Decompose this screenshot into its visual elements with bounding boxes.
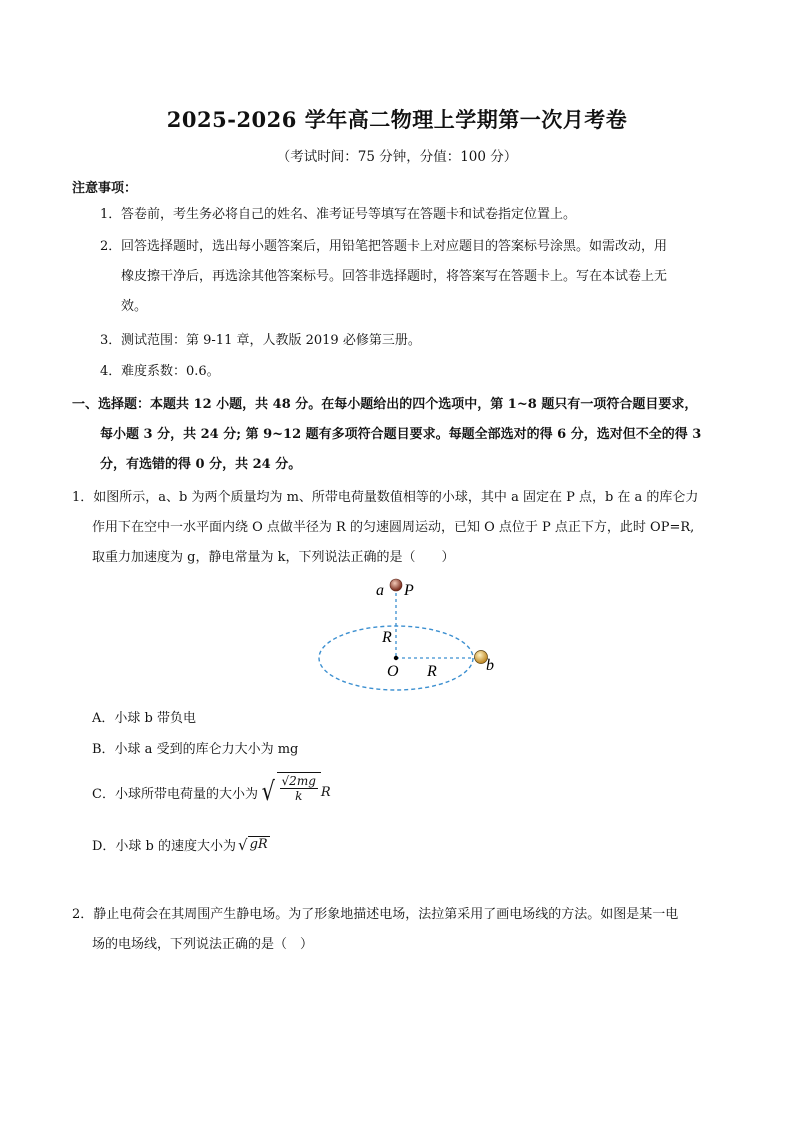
notice-item-2 [100, 232, 730, 322]
question-line: 1．如图所示，a、b 为两个质量均为 m、所带电荷量数值相等的小球，其中 a 固定在 P 点，b 在 a 的库仑力 [72, 490, 699, 505]
label-r-vertical: R [382, 629, 392, 646]
fraction-denominator: k [295, 789, 303, 803]
notice-num: 2． [100, 239, 122, 254]
notice-item-4 [100, 357, 730, 387]
option-c-text: C．小球所带电荷量的大小为 [92, 786, 258, 802]
option-d-text: D．小球 b 的速度大小为 [92, 839, 237, 854]
sqrt-expression [238, 836, 270, 854]
notice-text: 难度系数：0.6。 [121, 364, 220, 379]
center-o-point [394, 656, 398, 660]
question-1 [72, 483, 727, 573]
notice-text: 回答选择题时，选出每小题答案后，用铅笔把答题卡上对应题目的答案标号涂黑。如需改动，用 [121, 239, 668, 254]
label-b: b [486, 657, 494, 674]
notice-item-3 [100, 326, 730, 356]
notice-text: 答卷前，考生务必将自己的姓名、准考证号等填写在答题卡和试卷指定位置上。 [121, 207, 577, 222]
question-line: 取重力加速度为 g，静电常量为 k，下列说法正确的是（ ） [92, 550, 455, 565]
radicand: gR [249, 836, 268, 852]
notice-text: 测试范围：第 9-11 章，人教版 2019 必修第三册。 [121, 333, 421, 348]
label-p: P [404, 582, 414, 599]
notice-heading: 注意事项： [72, 181, 138, 196]
sqrt-expression [260, 772, 321, 812]
section-line: 一、选择题：本题共 12 小题，共 48 分。在每小题给出的四个选项中，第 1~8 题只有一项符合题目要求， [72, 397, 698, 412]
label-a: a [376, 582, 384, 599]
label-o: O [387, 663, 399, 680]
notice-num: 3． [100, 333, 122, 348]
radical-sign: √ [238, 835, 248, 854]
section-line: 分，有选错的得 0 分，共 24 分。 [100, 457, 302, 472]
question-2 [72, 900, 727, 960]
exam-subtitle: （考试时间：75 分钟，分值：100 分） [276, 149, 518, 165]
question-line: 场的电场线，下列说法正确的是（ ） [92, 937, 314, 952]
option-c-suffix: R [320, 784, 331, 800]
notice-text: 效。 [121, 299, 148, 314]
notice-text: 橡皮擦干净后，再选涂其他答案标号。回答非选择题时，将答案写在答题卡上。写在本试卷上无 [121, 269, 668, 284]
radical-sign: √ [261, 777, 275, 807]
option-d [92, 835, 270, 854]
label-r-horizontal: R [427, 663, 437, 680]
fraction-numerator: √2mg [281, 774, 316, 788]
exam-title: 2025-2026 学年高二物理上学期第一次月考卷 [166, 107, 628, 132]
question-line: 2．静止电荷会在其周围产生静电场。为了形象地描述电场，法拉第采用了画电场线的方法。如图是某一电 [72, 907, 679, 922]
notice-num: 1． [100, 207, 122, 222]
option-b: B．小球 a 受到的库仑力大小为 mg [92, 742, 299, 757]
radicand [277, 772, 321, 812]
notice-item-1 [100, 200, 730, 230]
question-line: 作用下在空中一水平面内绕 O 点做半径为 R 的匀速圆周运动，已知 O 点位于 P 点正下方，此时 OP=R, [92, 520, 695, 535]
option-c [92, 772, 331, 812]
section-heading [72, 390, 727, 480]
section-line: 每小题 3 分，共 24 分; 第 9~12 题有多项符合题目要求。每题全部选对的得 6 分，选对但不全的得 3 [100, 427, 702, 442]
notice-num: 4． [100, 364, 122, 379]
question-1-figure [310, 570, 510, 695]
ball-a [390, 579, 402, 591]
option-a: A．小球 b 带负电 [92, 711, 196, 726]
